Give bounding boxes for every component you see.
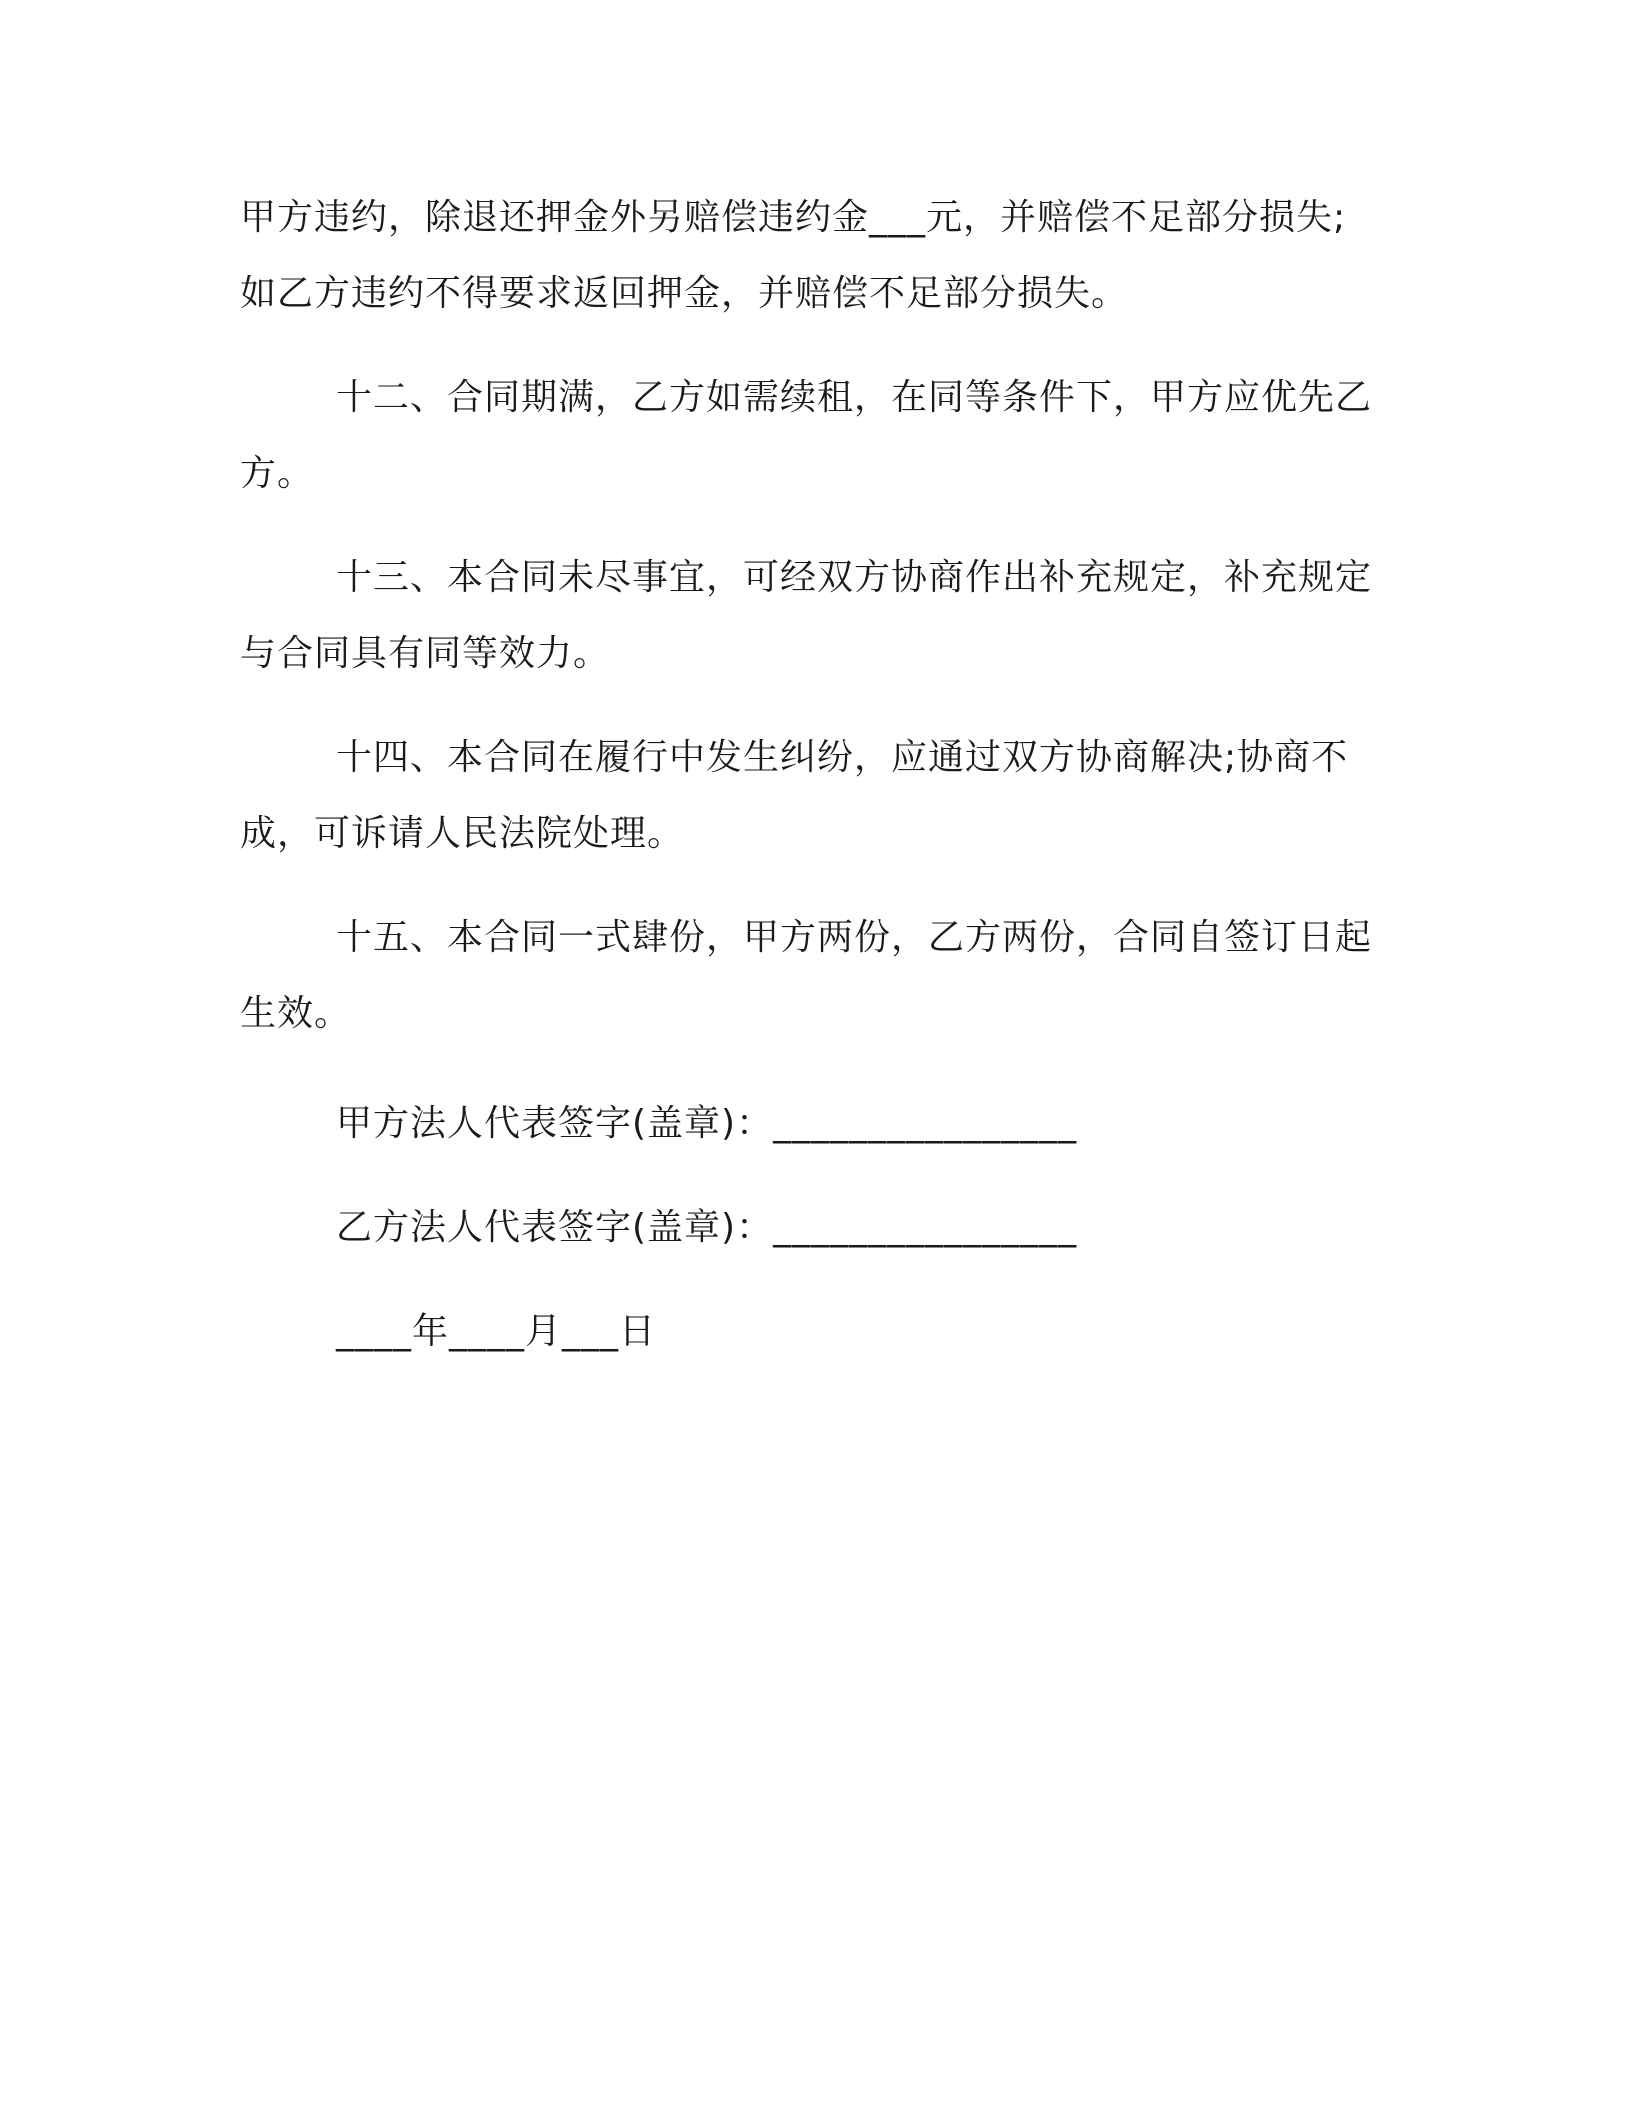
clause-13: 十三、本合同未尽事宜，可经双方协商作出补充规定，补充规定与合同具有同等效力。 bbox=[240, 557, 1373, 674]
signing-date-line: ____年____月___日 bbox=[336, 1311, 657, 1352]
party-b-signature-line: 乙方法人代表签字(盖章)：________________ bbox=[336, 1207, 1078, 1248]
document-body bbox=[240, 180, 1380, 1370]
clause-15: 十五、本合同一式肆份，甲方两份，乙方两份，合同自签订日起生效。 bbox=[240, 917, 1373, 1034]
party-a-signature-line: 甲方法人代表签字(盖章)：________________ bbox=[336, 1103, 1078, 1144]
clause-breach-text: 甲方违约，除退还押金外另赔偿违约金___元，并赔偿不足部分损失;如乙方违约不得要求返回押金，并赔偿不足部分损失。 bbox=[240, 197, 1347, 314]
clause-12: 十二、合同期满，乙方如需续租，在同等条件下，甲方应优先乙方。 bbox=[240, 377, 1373, 494]
clause-14: 十四、本合同在履行中发生纠纷，应通过双方协商解决;协商不成，可诉请人民法院处理。 bbox=[240, 737, 1349, 854]
